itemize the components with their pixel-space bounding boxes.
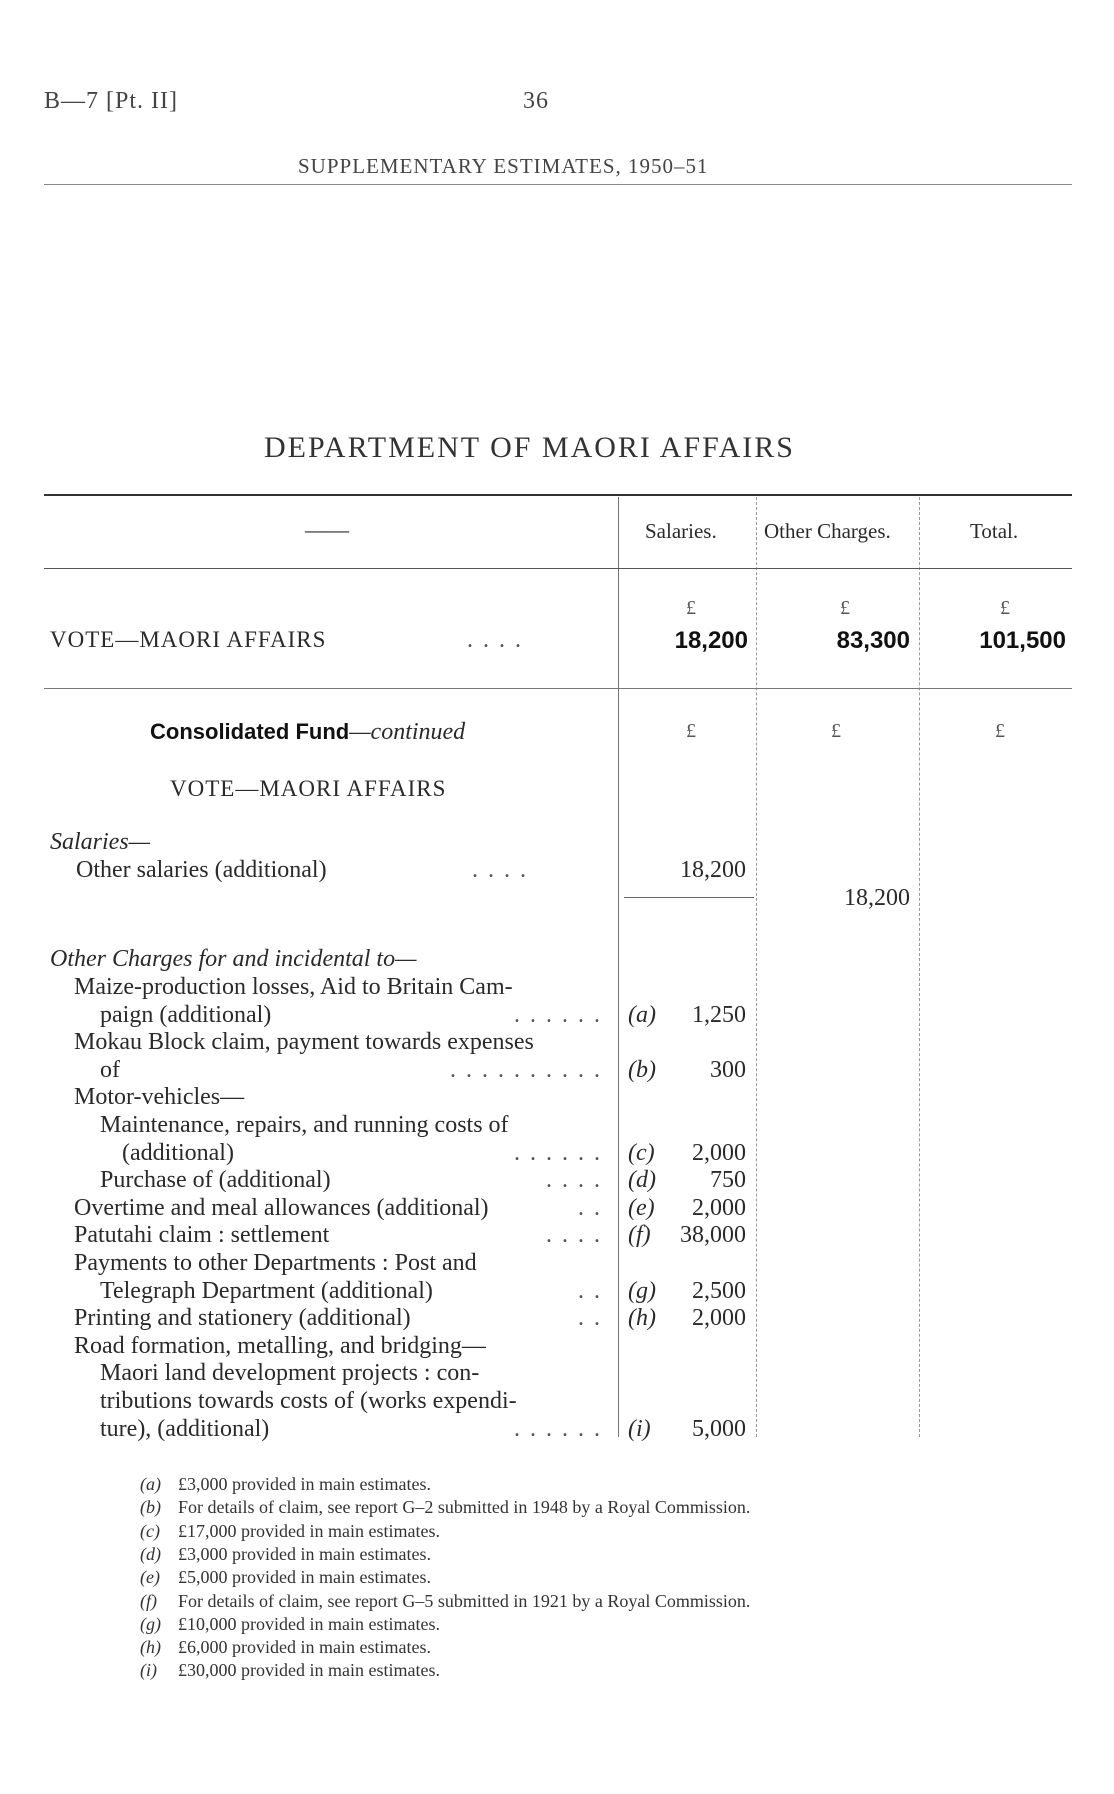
column-divider-1 (618, 497, 619, 1437)
charge-line-ref: (h) (628, 1305, 656, 1331)
consolidated-fund-heading (150, 719, 465, 746)
charge-line-text: Mokau Block claim, payment towards expenses (74, 1029, 534, 1055)
charge-line-dots: . . . . (546, 1222, 602, 1248)
summary-other-charges: 83,300 (836, 627, 910, 654)
charge-line-ref: (b) (628, 1057, 656, 1083)
charge-line-dots: . . . . (546, 1167, 602, 1193)
footnote-key: (e) (140, 1567, 160, 1587)
charge-line-dots: . . (578, 1305, 602, 1331)
charge-line-value: 1,250 (692, 1002, 746, 1028)
charge-line-dots: . . . . . . (514, 1002, 602, 1028)
consolidated-fund-bold: Consolidated Fund (150, 719, 350, 744)
charge-line-ref: (e) (628, 1195, 655, 1221)
charge-line-text: of (100, 1057, 120, 1083)
charge-line-text: Printing and stationery (additional) (74, 1305, 411, 1331)
page-title: DEPARTMENT OF MAORI AFFAIRS (264, 431, 795, 464)
charge-line-text: Maori land development projects : con- (100, 1360, 480, 1386)
footnote-text: £10,000 provided in main estimates. (178, 1614, 440, 1634)
summary-salaries: 18,200 (674, 627, 748, 654)
footnote-key: (d) (140, 1544, 161, 1564)
summary-bottom-rule (44, 688, 1072, 689)
footnote-key: (i) (140, 1660, 157, 1680)
charge-line-text: Road formation, metalling, and bridging— (74, 1333, 486, 1359)
charge-line-text: Purchase of (additional) (100, 1167, 331, 1193)
other-charges-header: Other Charges. (764, 519, 891, 543)
charge-line-dots: . . . . . . . . . . (450, 1057, 602, 1083)
other-charges-currency: £ (840, 597, 850, 619)
charge-line-value: 5,000 (692, 1416, 746, 1442)
charge-line-text: (additional) (122, 1140, 234, 1166)
footnote-key: (g) (140, 1614, 161, 1634)
charge-line-text: Motor-vehicles— (74, 1084, 245, 1110)
salaries-item-value: 18,200 (680, 857, 746, 883)
footnote-key: (h) (140, 1637, 161, 1657)
footnote-text: £5,000 provided in main estimates. (178, 1567, 431, 1587)
other-charges-currency-2: £ (831, 720, 841, 742)
page-number: 36 (523, 88, 549, 114)
charge-line-value: 750 (710, 1167, 746, 1193)
charge-line-text: Patutahi claim : settlement (74, 1222, 330, 1248)
footnote-text: £3,000 provided in main estimates. (178, 1474, 431, 1494)
salaries-header: Salaries. (645, 519, 717, 543)
charge-line-ref: (i) (628, 1416, 651, 1442)
charge-line-ref: (c) (628, 1140, 655, 1166)
salaries-currency-2: £ (686, 720, 696, 742)
salaries-item-dots: . . . . (472, 857, 528, 883)
charge-line-dots: . . (578, 1278, 602, 1304)
charge-line-ref: (d) (628, 1167, 656, 1193)
charge-line-ref: (f) (628, 1222, 651, 1248)
charge-line-dots: . . . . . . (514, 1140, 602, 1166)
header-rule (44, 184, 1072, 185)
footnote-text: £30,000 provided in main estimates. (178, 1660, 440, 1680)
total-currency: £ (1000, 597, 1010, 619)
charge-line-value: 38,000 (680, 1222, 746, 1248)
charge-line-value: 2,000 (692, 1195, 746, 1221)
footnote-text: For details of claim, see report G–2 submitted in 1948 by a Royal Commission. (178, 1497, 751, 1517)
summary-leader-dots: . . . . (467, 627, 523, 653)
consolidated-fund-continued: —continued (349, 719, 466, 745)
column-divider-2 (756, 497, 757, 1437)
footnote-key: (c) (140, 1521, 160, 1541)
charge-line-value: 2,500 (692, 1278, 746, 1304)
salaries-currency: £ (686, 597, 696, 619)
footnote-key: (f) (140, 1591, 157, 1611)
stub-header-dash: —— (305, 517, 349, 542)
summary-total: 101,500 (979, 627, 1066, 654)
charge-line-value: 2,000 (692, 1305, 746, 1331)
charge-line-value: 2,000 (692, 1140, 746, 1166)
salaries-item-label: Other salaries (additional) (76, 857, 327, 883)
charge-line-text: Maize-production losses, Aid to Britain Cam- (74, 974, 513, 1000)
header-bottom-rule (44, 568, 1072, 569)
footnote-text: £17,000 provided in main estimates. (178, 1521, 440, 1541)
footnote-text: For details of claim, see report G–5 submitted in 1921 by a Royal Commission. (178, 1591, 751, 1611)
page-reference: B—7 [Pt. II] (44, 88, 178, 114)
charge-line-text: Maintenance, repairs, and running costs of (100, 1112, 509, 1138)
charge-line-ref: (g) (628, 1278, 656, 1304)
charge-line-dots: . . . . . . (514, 1416, 602, 1442)
footnote-text: £3,000 provided in main estimates. (178, 1544, 431, 1564)
vote-heading: VOTE—MAORI AFFAIRS (170, 776, 447, 801)
salaries-subtotal: 18,200 (844, 885, 910, 911)
charge-line-value: 300 (710, 1057, 746, 1083)
summary-label: VOTE—MAORI AFFAIRS (50, 627, 327, 652)
table-top-rule (44, 494, 1072, 496)
charge-line-text: Payments to other Departments : Post and (74, 1250, 477, 1276)
other-charges-heading: Other Charges for and incidental to— (50, 946, 417, 972)
charge-line-text: tributions towards costs of (works expendi- (100, 1388, 517, 1414)
salaries-heading: Salaries— (50, 829, 151, 855)
charge-line-text: Overtime and meal allowances (additional) (74, 1195, 489, 1221)
charge-line-text: ture), (additional) (100, 1416, 270, 1442)
charge-line-ref: (a) (628, 1002, 656, 1028)
footnote-key: (b) (140, 1497, 161, 1517)
column-divider-3 (919, 497, 920, 1437)
footnote-text: £6,000 provided in main estimates. (178, 1637, 431, 1657)
salaries-subtotal-rule (624, 897, 754, 898)
total-currency-2: £ (995, 720, 1005, 742)
running-title: SUPPLEMENTARY ESTIMATES, 1950–51 (298, 154, 709, 178)
footnote-key: (a) (140, 1474, 161, 1494)
charge-line-dots: . . (578, 1195, 602, 1221)
charge-line-text: paign (additional) (100, 1002, 272, 1028)
total-header: Total. (970, 519, 1019, 543)
charge-line-text: Telegraph Department (additional) (100, 1278, 433, 1304)
